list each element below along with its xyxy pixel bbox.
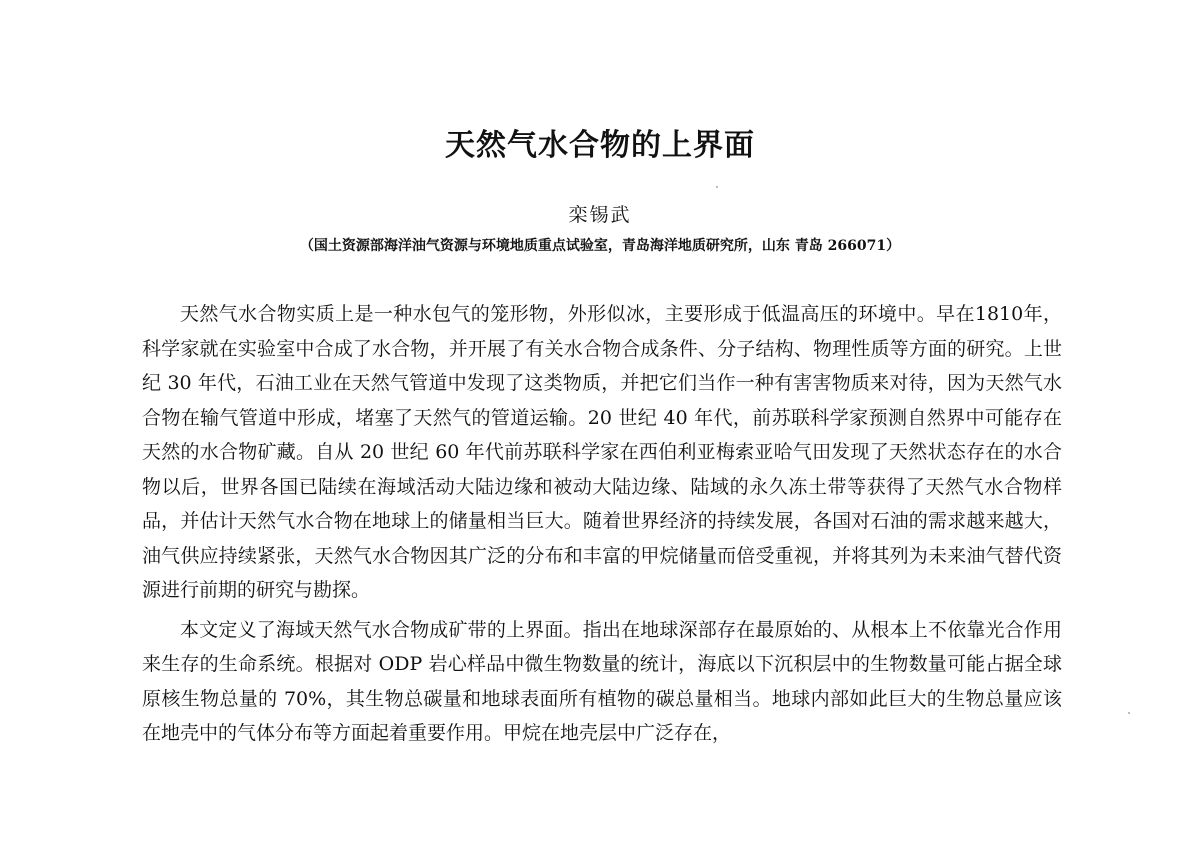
author-affiliation: （国土资源部海洋油气资源与环境地质重点试验室，青岛海洋地质研究所，山东 青岛 266071）	[299, 238, 901, 254]
paragraph-intro: 天然气水合物实质上是一种水包气的笼形物，外形似冰，主要形成于低温高压的环境中。早在1810年，科学家就在实验室中合成了水合物，并开展了有关水合物合成条件、分子结构、物理性质等方面的研究。上世纪 30 年代，石油工业在天然气管道中发现了这类物质，并把它们当作一种有害害物质来对待，因为天然气水合物在输气管道中形成，堵塞了天然气的管道运输。20 世纪 40 年代，前苏联科学家预测自然界中可能存在天然的水合物矿藏。自从 20 世纪 60 年代前苏联科学家在西伯利亚梅索亚哈气田发现了天然状态存在的水合物以后，世界各国已陆续在海域活动大陆边缘和被动大陆边缘、陆域的永久冻土带等获得了天然气水合物样品，并估计天然气水合物在地球上的储量相当巨大。随着世界经济的持续发展，各国对石油的需求越来越大，油气供应持续紧张，天然气水合物因其广泛的分布和丰富的甲烷储量而倍受重视，并将其列为未来油气替代资源进行前期的研究与勘探。	[142, 303, 1062, 601]
scan-speck	[716, 186, 718, 188]
author-name: 栾锡武	[568, 204, 632, 226]
paper-title: 天然气水合物的上界面	[445, 128, 755, 163]
paragraph-definition: 本文定义了海域天然气水合物成矿带的上界面。指出在地球深部存在最原始的、从根本上不依靠光合作用来生存的生命系统。根据对 ODP 岩心样品中微生物数量的统计，海底以下沉积层中的生物数量可能占据全球原核生物总量的 70%，其生物总碳量和地球表面所有植物的碳总量相当。地球内部如此巨大的生物总量应该在地壳中的气体分布等方面起着重要作用。甲烷在地壳层中广泛存在，	[142, 618, 1062, 744]
body-text	[142, 297, 1062, 751]
scan-speck	[1128, 712, 1130, 714]
